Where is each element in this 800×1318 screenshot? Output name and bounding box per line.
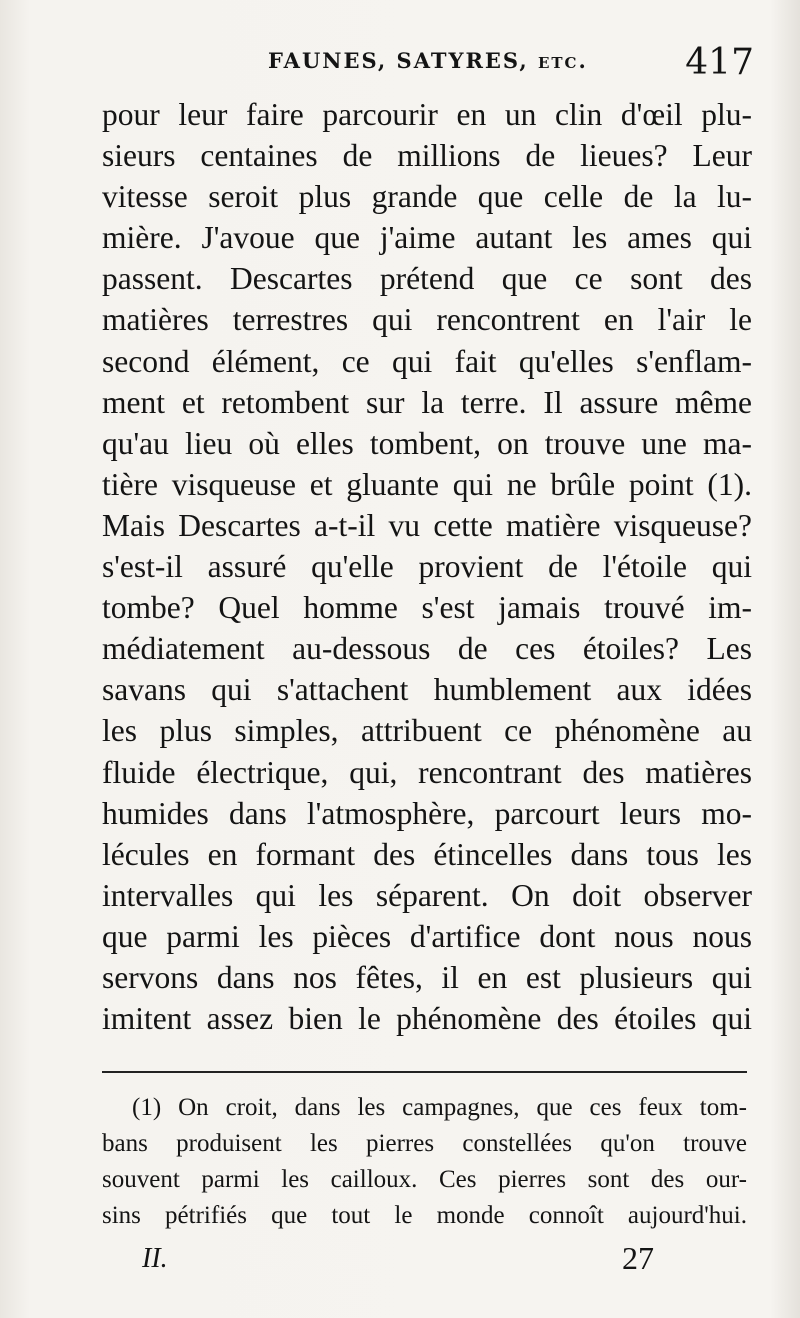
text-line: Mais Descartes a-t-il vu cette matière visqueuse? — [102, 507, 752, 543]
text-line: vitesse seroit plus grande que celle de la lu- — [102, 179, 752, 215]
page-number: 417 — [685, 42, 754, 83]
text-line: tombe? Quel homme s'est jamais trouvé im- — [102, 590, 752, 626]
text-line: que parmi les pièces d'artifice dont nous nous — [102, 918, 752, 954]
text-line: tière visqueuse et gluante qui ne brûle point (1). — [102, 466, 752, 502]
footnote-divider — [102, 1071, 747, 1073]
text-line: second élément, ce qui fait qu'elles s'enflam- — [102, 343, 752, 379]
text-line: les plus simples, attribuent ce phénomène au — [102, 713, 752, 749]
footnote-line: souvent parmi les cailloux. Ces pierres sont des our- — [102, 1166, 747, 1193]
text-line: humides dans l'atmosphère, parcourt leurs mo- — [102, 795, 752, 831]
footnote-line: (1) On croit, dans les campagnes, que ces feux tom- — [132, 1094, 747, 1121]
body-text — [102, 94, 752, 1039]
text-line: intervalles qui les séparent. On doit observer — [102, 877, 752, 913]
text-line: sieurs centaines de millions de lieues? Leur — [102, 138, 752, 174]
text-line: fluide électrique, qui, rencontrant des matières — [102, 754, 752, 790]
text-line: mière. J'avoue que j'aime autant les ames qui — [102, 220, 752, 256]
text-line: s'est-il assuré qu'elle provient de l'étoile qui — [102, 549, 752, 585]
text-line: lécules en formant des étincelles dans tous les — [102, 836, 752, 872]
text-line: passent. Descartes prétend que ce sont des — [102, 261, 752, 297]
text-line: savans qui s'attachent humblement aux idées — [102, 672, 752, 708]
footnote — [102, 1090, 747, 1234]
signature-mark: II. — [142, 1243, 168, 1274]
text-line: qu'au lieu où elles tombent, on trouve une ma- — [102, 425, 752, 461]
footnote-line: bans produisent les pierres constellées qu'on trouve — [102, 1130, 747, 1157]
signature-number: 27 — [622, 1240, 654, 1276]
text-line: médiatement au-dessous de ces étoiles? Les — [102, 631, 752, 667]
text-line: matières terrestres qui rencontrent en l'air le — [102, 302, 752, 338]
running-head: FAUNES, SATYRES, etc. — [268, 48, 588, 73]
text-line: ment et retombent sur la terre. Il assure même — [102, 384, 752, 420]
text-line: imitent assez bien le phénomène des étoiles qui — [102, 1001, 752, 1037]
page-header — [100, 42, 760, 92]
footnote-line: sins pétrifiés que tout le monde connoît aujourd'hui. — [102, 1202, 747, 1229]
text-line: pour leur faire parcourir en un clin d'œil plu- — [102, 97, 752, 132]
text-line: servons dans nos fêtes, il en est plusieurs qui — [102, 959, 752, 995]
